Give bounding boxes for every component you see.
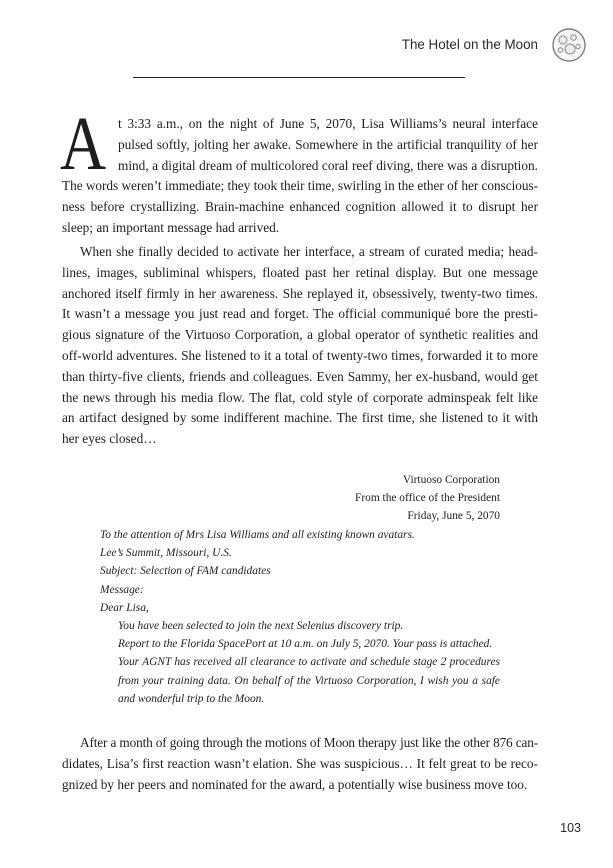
paragraph: [62, 733, 538, 795]
text-line: Report to the Florida SpacePort at 10 a.m. on July 5, 2070. Your pass is attached.: [118, 638, 493, 651]
title-rule: [133, 77, 465, 78]
letter-preamble: [100, 526, 520, 617]
page-number: 103: [560, 821, 581, 835]
text-line: To the attention of Mrs Lisa Williams and all existing known avatars.: [100, 529, 415, 541]
moon-icon: [551, 27, 587, 63]
text-line: ness before crystallizing. Brain-machine enhanced cognition allowed it to disrupt her: [62, 199, 538, 215]
text-line: pulsed softly, jolting her awake. Somewhere in the artificial tranquility of her: [118, 136, 538, 152]
text-line: The words weren’t immediate; they took their time, swirling in the ether of her conscious-: [62, 178, 538, 194]
text-line: her eyes closed…: [62, 431, 157, 447]
paragraph: [62, 114, 538, 239]
text-line: gnized by her peers and nominated for the award, a potentially wise business move too.: [62, 776, 528, 792]
text-line: When she finally decided to activate her interface, a stream of curated media; head-: [80, 244, 538, 259]
paragraph: [62, 242, 538, 450]
text-line: t 3:33 a.m., on the night of June 5, 2070, Lisa Williams’s neural interface: [118, 116, 538, 131]
text-line: the news through his media flow. The flat, cold style of corporate adminspeak felt like: [62, 389, 538, 405]
text-line: After a month of going through the motions of Moon therapy just like the other 876 can-: [80, 735, 538, 750]
text-line: mind, a digital dream of multicolored coral reef diving, there was a disruption.: [118, 157, 538, 173]
letterhead: [300, 471, 500, 525]
text-line: didates, Lisa’s first reaction wasn’t elation. She was suspicious… It felt great to be reco-: [62, 755, 538, 771]
text-line: Lee’s Summit, Missouri, U.S.: [100, 547, 232, 560]
text-line: off-world adventures. She listened to it a total of twenty-two times, forwarded it to more: [62, 347, 538, 363]
text-line: an artifact designed by some indifferent machine. The first time, she listened to it with: [62, 410, 538, 426]
running-title: The Hotel on the Moon: [401, 37, 538, 52]
letter-message: [118, 617, 500, 708]
text-line: sleep; an important message had arrived.: [62, 219, 280, 235]
text-line: It wasn’t a message you just read and forget. The official communiqué bore the presti-: [62, 306, 538, 322]
text-line: Message:: [100, 583, 144, 596]
text-line: Your AGNT has received all clearance to activate and schedule stage 2 procedures: [118, 656, 500, 669]
text-line: gious signature of the Virtuoso Corporation, a global operator of synthetic realities and: [62, 327, 538, 343]
text-line: than thirty-five clients, friends and colleagues. Even Sammy, her ex-husband, would get: [62, 368, 538, 384]
text-line: Dear Lisa,: [100, 601, 149, 614]
text-line: Subject: Selection of FAM candidates: [100, 565, 271, 578]
text-line: Virtuoso Corporation: [402, 474, 500, 486]
text-line: lines, images, subliminal whispers, floated past her retinal display. But one message: [62, 264, 538, 280]
text-line: You have been selected to join the next Selenius discovery trip.: [118, 620, 404, 632]
text-line: from your training data. On behalf of the Virtuoso Corporation, I wish you a safe: [118, 674, 500, 687]
drop-cap: A: [60, 102, 107, 186]
text-line: anchored itself firmly in her awareness. She replayed it, obsessively, twenty-two times.: [62, 285, 538, 301]
text-line: From the office of the President: [355, 492, 500, 504]
text-line: and wonderful trip to the Moon.: [118, 692, 265, 705]
text-line: Friday, June 5, 2070: [407, 510, 500, 522]
